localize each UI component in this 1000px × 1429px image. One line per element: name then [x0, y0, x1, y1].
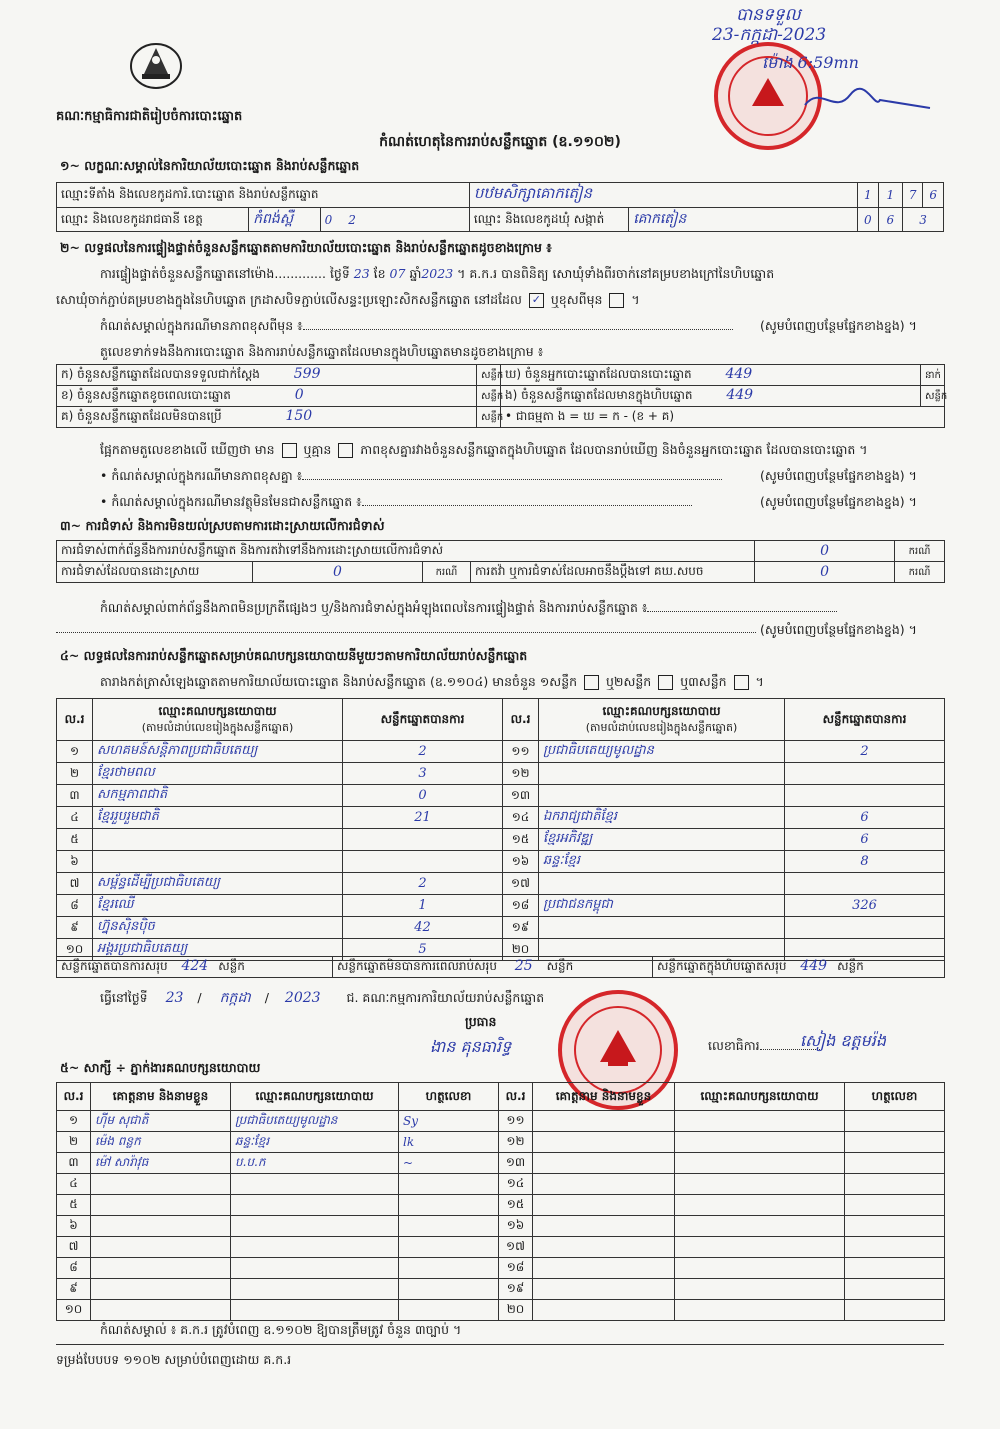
witness-row: [57, 1174, 945, 1195]
witness-no: ១៩: [499, 1279, 533, 1300]
vote-party: [539, 763, 785, 785]
commune-code-digit: 0: [858, 208, 878, 232]
signing-date-line: ធ្វើនៅថ្ងៃទី 23 / កក្កដា / 2023 ជ. គណៈកម្មការការិយាល័យរាប់សន្លឹកឆ្នោត: [100, 990, 545, 1006]
vote-no: ៤: [57, 807, 93, 829]
witness-name: [91, 1279, 231, 1300]
vote-count: 1: [343, 895, 503, 917]
votes-col-party-right: ឈ្មោះគណបក្សនយោបាយ (តាមលំដាប់លេខរៀងក្នុងសន្លឹកឆ្នោត): [539, 699, 785, 741]
witness-party: [231, 1258, 399, 1279]
witness-no: ១១: [499, 1111, 533, 1132]
witness-signature: [399, 1258, 499, 1279]
receipt-signature: [800, 80, 940, 120]
vote-no: ១៥: [503, 829, 539, 851]
irregularity-note: កំណត់សម្គាល់ពាក់ព័ន្ធនឹងភាពមិនប្រក្រតីផ្សេងៗ ឬ/និងការជំទាស់ក្នុងអំឡុងពេលនៃការផ្ទៀងផ្ទាត់ និងការរាប់សន្លឹកឆ្នោត ៖: [100, 600, 837, 619]
receipt-note: បានទទួល: [736, 5, 801, 25]
witness-party[interactable]: [675, 1279, 845, 1300]
diff-note-line: កំណត់សម្គាល់ក្នុងករណីមានភាពខុសពីមុន ៖: [100, 318, 733, 337]
votes-col-valid-right: សន្លឹកឆ្នោតបានការ: [785, 699, 945, 741]
vote-party: ហ្វ៊ុនស៊ិនប៉ិច: [93, 917, 343, 939]
witness-signature[interactable]: [845, 1237, 945, 1258]
section2-title: ២~ លទ្ធផលនៃការផ្ទៀងផ្ទាត់ចំនួនសន្លឹកឆ្នោតតាមការិយាល័យបោះឆ្នោត និងរាប់សន្លឹកឆ្នោតដូចខាងក្រោម ៖: [60, 240, 552, 255]
witness-col-name: គោត្តនាម និងនាមខ្លួន: [91, 1083, 231, 1111]
one-sheet-checkbox[interactable]: [584, 675, 599, 690]
witness-signature: [399, 1216, 499, 1237]
witness-signature: [399, 1279, 499, 1300]
witness-name: [91, 1174, 231, 1195]
complaints-table: [56, 540, 945, 583]
witness-party: ប.ប.ក: [231, 1153, 399, 1174]
votes-row: [57, 807, 945, 829]
three-sheet-checkbox[interactable]: [734, 675, 749, 690]
has-diff-checkbox[interactable]: [282, 443, 297, 458]
witness-no: ១៨: [499, 1258, 533, 1279]
witness-signature[interactable]: [845, 1300, 945, 1321]
verify-line-1: ការផ្ទៀងផ្ទាត់ចំនួនសន្លឹកឆ្នោតនៅម៉ោង............. ថ្ងៃទី 23 ខែ 07 ឆ្នាំ2023 ។ គ.ក.រ បានពិនិត្យ សោឃុំទាំងពីរចាក់នៅគម្របខាងក្រៅនៃហិបឆ្នោត: [100, 266, 775, 281]
verify-month: 07: [389, 266, 406, 281]
object-note: • កំណត់សម្គាល់ក្នុងករណីមានវត្ថុមិនមែនជាសន្លឹកឆ្នោត ៖: [100, 494, 692, 513]
witness-party[interactable]: [675, 1258, 845, 1279]
witness-name[interactable]: [533, 1132, 675, 1153]
vote-count: 326: [785, 895, 945, 917]
witness-no: ៧: [57, 1237, 91, 1258]
totals-table: [56, 956, 945, 978]
footnote: កំណត់សម្គាល់ ៖ គ.ក.រ ត្រូវបំពេញ ឧ.១១០២ ឱ្យបានត្រឹមត្រូវ ចំនួន ៣ច្បាប់ ។: [100, 1322, 462, 1337]
vote-count: [343, 829, 503, 851]
figure-e-unit: សន្លឹក: [921, 386, 945, 407]
figure-b-unit: សន្លឹក: [477, 386, 501, 407]
witness-party: [231, 1216, 399, 1237]
witness-signature: [399, 1195, 499, 1216]
total-invalid: សន្លឹកឆ្នោតមិនបានការពេលរាប់សរុប 25 សន្លឹក: [333, 957, 653, 978]
vote-no: ១២: [503, 763, 539, 785]
votes-row: [57, 873, 945, 895]
vote-party: ខ្មែរថាមពល: [93, 763, 343, 785]
witness-no: ៤: [57, 1174, 91, 1195]
vote-party: [539, 873, 785, 895]
vote-no: ១៤: [503, 807, 539, 829]
witness-row: [57, 1153, 945, 1174]
verify-year: 2023: [421, 266, 454, 281]
vote-count: 21: [343, 807, 503, 829]
witness-no: ២: [57, 1132, 91, 1153]
vote-party: [93, 851, 343, 873]
vote-party: ឆន្ទៈខ្មែរ: [539, 851, 785, 873]
vote-no: ១១: [503, 741, 539, 763]
votes-row: [57, 785, 945, 807]
vote-no: ១០: [57, 939, 93, 961]
witness-signature[interactable]: [845, 1111, 945, 1132]
votes-col-valid: សន្លឹកឆ្នោតបានការ: [343, 699, 503, 741]
witness-party[interactable]: [675, 1174, 845, 1195]
section5-title: ៥~ សាក្សី ÷ ភ្នាក់ងារគណបក្សនយោបាយ: [60, 1060, 261, 1075]
witness-party: [231, 1237, 399, 1258]
complaint-row1-unit: ករណី: [895, 541, 945, 562]
witness-no: ១៤: [499, 1174, 533, 1195]
ministry-emblem: [128, 38, 184, 90]
witness-col-sign-right: ហត្ថលេខា: [845, 1083, 945, 1111]
vote-party: ប្រជាធិបតេយ្យមូលដ្ឋាន: [539, 741, 785, 763]
votes-row: [57, 763, 945, 785]
witness-signature: ~: [399, 1153, 499, 1174]
vote-count: 42: [343, 917, 503, 939]
vote-party: ខ្មែរអភិវឌ្ឍ: [539, 829, 785, 851]
witness-party: [231, 1174, 399, 1195]
vote-no: ១៩: [503, 917, 539, 939]
complaint-row1-value: 0: [755, 541, 895, 562]
formula: • ជាធម្មតា ង = ឃ = ក - (ខ + គ): [501, 407, 945, 428]
verify-line-2: សោឃុំចាក់ភ្ជាប់គម្របខាងក្នុងនៃហិបឆ្នោត ក្រដាសបិទភ្ជាប់លើសន្ទះប្រឡោះសិកសន្លឹកឆ្នោត នៅដដែល ✓ ឬខុសពីមុន ។: [56, 292, 640, 307]
vote-count: 0: [343, 785, 503, 807]
province-label: ឈ្មោះ និងលេខកូដរាជធានី ខេត្ត: [57, 208, 249, 232]
witness-name: [91, 1195, 231, 1216]
witness-name: [91, 1216, 231, 1237]
witness-party: [231, 1279, 399, 1300]
witness-party[interactable]: [675, 1132, 845, 1153]
vote-no: ៣: [57, 785, 93, 807]
witness-name: ហ៊ីម សុជាតិ: [91, 1111, 231, 1132]
same-checkbox[interactable]: ✓: [529, 293, 544, 308]
vote-count: 2: [343, 741, 503, 763]
votes-row: [57, 917, 945, 939]
witness-row: [57, 1279, 945, 1300]
votes-col-no: ល.រ: [57, 699, 93, 741]
witness-row: [57, 1300, 945, 1321]
witness-signature[interactable]: [845, 1174, 945, 1195]
commune-code-digit: 3: [903, 208, 944, 232]
form-title: កំណត់ហេតុនៃការរាប់សន្លឹកឆ្នោត (ឧ.១១០២): [379, 134, 621, 150]
vote-party: ឯករាជ្យជាតិខ្មែរ: [539, 807, 785, 829]
vote-party: ខ្មែររួបរួមជាតិ: [93, 807, 343, 829]
witness-col-no-right: ល.រ: [499, 1083, 533, 1111]
vote-no: ៩: [57, 917, 93, 939]
vote-count: 6: [785, 829, 945, 851]
figure-b: ខ) ចំនួនសន្លឹកឆ្នោតខូចពេលបោះឆ្នោត 0: [57, 386, 477, 407]
witness-no: ១៦: [499, 1216, 533, 1237]
witness-signature: lk: [399, 1132, 499, 1153]
verify-day: 23: [353, 266, 370, 281]
vote-no: ៥: [57, 829, 93, 851]
witness-no: ៣: [57, 1153, 91, 1174]
witness-signature: Sy: [399, 1111, 499, 1132]
witness-name: [91, 1237, 231, 1258]
witness-name[interactable]: [533, 1237, 675, 1258]
witness-name[interactable]: [533, 1174, 675, 1195]
vote-count: [785, 763, 945, 785]
witness-no: ៦: [57, 1216, 91, 1237]
vote-no: ១: [57, 741, 93, 763]
witness-party[interactable]: [675, 1216, 845, 1237]
vote-no: ១៨: [503, 895, 539, 917]
sheet-count-line: តារាងកត់ត្រាសំឡេងឆ្នោតតាមការិយាល័យបោះឆ្នោត និងរាប់សន្លឹកឆ្នោត (ឧ.១១០៤) មានចំនួន ១សន្លឹក ឬ២សន្លឹក ឬ៣សន្លឹក ។: [100, 674, 764, 689]
vote-party: សហគមន៍សន្តិភាពប្រជាធិបតេយ្យ: [93, 741, 343, 763]
section3-title: ៣~ ការជំទាស់ និងការមិនយល់ស្របតាមការដោះស្រាយលើការជំទាស់: [60, 518, 385, 533]
witness-no: ១៣: [499, 1153, 533, 1174]
witness-signature[interactable]: [845, 1132, 945, 1153]
chair-signature: ងាន គុនធារិទ្ធ: [430, 1037, 512, 1056]
witness-col-party-right: ឈ្មោះគណបក្សនយោបាយ: [675, 1083, 845, 1111]
commune-label: ឈ្មោះ និងលេខកូដឃុំ សង្កាត់: [469, 208, 628, 232]
vote-no: ១៣: [503, 785, 539, 807]
no-diff-checkbox[interactable]: [338, 443, 353, 458]
witness-signature[interactable]: [845, 1195, 945, 1216]
vote-party: [539, 917, 785, 939]
witness-no: ១២: [499, 1132, 533, 1153]
votes-row: [57, 741, 945, 763]
vote-count: 3: [343, 763, 503, 785]
witness-name[interactable]: [533, 1216, 675, 1237]
witness-row: [57, 1216, 945, 1237]
witness-signature[interactable]: [845, 1153, 945, 1174]
vote-count: 5: [343, 939, 503, 961]
witness-name[interactable]: [533, 1195, 675, 1216]
witness-name[interactable]: [533, 1153, 675, 1174]
station-code-digit: 7: [903, 183, 923, 208]
witness-no: ១: [57, 1111, 91, 1132]
vote-no: ១៦: [503, 851, 539, 873]
witness-col-no: ល.រ: [57, 1083, 91, 1111]
appeal-label: ការតវ៉ា ឬការជំទាស់ដែលអាចនឹងប្ដឹងទៅ គឃ.សបច: [471, 562, 755, 583]
province-code: 0 2: [320, 208, 469, 232]
section1-title: ១~ លក្ខណៈសម្គាល់នៃការិយាល័យបោះឆ្នោត និងរាប់សន្លឹកឆ្នោត: [60, 158, 360, 173]
footer-divider: [56, 1344, 944, 1345]
ballot-figures-table: [56, 364, 948, 428]
figure-d: ឃ) ចំនួនអ្នកបោះឆ្នោតដែលបានបោះឆ្នោត 449: [501, 365, 921, 386]
votes-row: [57, 829, 945, 851]
figure-a: ក) ចំនួនសន្លឹកឆ្នោតដែលបានទទួលជាក់ស្ដែង 599: [57, 365, 477, 386]
witness-party[interactable]: [675, 1153, 845, 1174]
irregularity-dots: [56, 632, 756, 633]
diff-note-fill: (សូមបំពេញបន្ថែមផ្នែកខាងខ្នង) ។: [760, 318, 917, 333]
diff-note-2-fill: (សូមបំពេញបន្ថែមផ្នែកខាងខ្នង) ។: [760, 468, 917, 483]
vote-count: [785, 873, 945, 895]
witness-no: ១០: [57, 1300, 91, 1321]
station-code-digit: 1: [858, 183, 878, 208]
witness-party: [231, 1300, 399, 1321]
witness-name[interactable]: [533, 1258, 675, 1279]
diff-note-2: • កំណត់សម្គាល់ក្នុងករណីមានភាពខុសគ្នា ៖: [100, 468, 722, 487]
witness-name: [91, 1258, 231, 1279]
witness-no: ១៥: [499, 1195, 533, 1216]
figure-e: ង) ចំនួនសន្លឹកឆ្នោតដែលមានក្នុងហិបឆ្នោត 449: [501, 386, 921, 407]
vote-no: ៦: [57, 851, 93, 873]
appeal-value: 0: [755, 562, 895, 583]
total-valid: សន្លឹកឆ្នោតបានការសរុប 424 សន្លឹក: [57, 957, 333, 978]
figure-c: គ) ចំនួនសន្លឹកឆ្នោតដែលមិនបានប្រើ 150: [57, 407, 477, 428]
votes-col-party: ឈ្មោះគណបក្សនយោបាយ (តាមលំដាប់លេខរៀងក្នុងសន្លឹកឆ្នោត): [93, 699, 343, 741]
station-info-table: [56, 182, 944, 232]
total-in-box: សន្លឹកឆ្នោតក្នុងហិបឆ្នោតសរុប 449 សន្លឹក: [653, 957, 945, 978]
receipt-time: ម៉ោង 6:59mn: [762, 53, 859, 72]
vote-count: [343, 851, 503, 873]
votes-row: [57, 851, 945, 873]
votes-row: [57, 895, 945, 917]
witness-party: [231, 1195, 399, 1216]
receipt-date: 23-កក្កដា-2023: [712, 25, 827, 45]
complaint-row1-label: ការជំទាស់ពាក់ព័ន្ធនឹងការរាប់សន្លឹកឆ្នោត និងការតវ៉ាទៅនឹងការដោះស្រាយលើការជំទាស់: [57, 541, 755, 562]
form-note: ទម្រង់បែបបទ ១១០២ សម្រាប់បំពេញដោយ គ.ក.រ: [56, 1352, 292, 1367]
compare-line: ផ្អែកតាមតួលេខខាងលើ ឃើញថា មាន ឬគ្មាន ភាពខុសគ្នារវាងចំនួនសន្លឹកឆ្នោតក្នុងហិបឆ្នោត ដែលបានរាប់ឃើញ និងចំនួនអ្នកបោះឆ្នោត ដែលបានបោះឆ្នោត ។: [100, 442, 868, 457]
station-name-label: ឈ្មោះទីតាំង និងលេខកូដការិ.បោះឆ្នោត និងរាប់សន្លឹកឆ្នោត: [57, 183, 470, 208]
vote-no: ២០: [503, 939, 539, 961]
org-name: គណៈកម្មាធិការជាតិរៀបចំការបោះឆ្នោត: [56, 109, 243, 124]
witness-name: [91, 1300, 231, 1321]
vote-no: ៧: [57, 873, 93, 895]
witness-name: ម៉ៅ សារ៉ាវុធ: [91, 1153, 231, 1174]
witness-party[interactable]: [675, 1237, 845, 1258]
appeal-unit: ករណី: [895, 562, 945, 583]
votes-table: [56, 698, 945, 961]
vote-count: [785, 917, 945, 939]
province-value: កំពង់ស្ពឺ: [249, 208, 321, 232]
vote-party: សម្ព័ន្ធដើម្បីប្រជាធិបតេយ្យ: [93, 873, 343, 895]
commune-code-digit: 6: [878, 208, 903, 232]
vote-no: ២: [57, 763, 93, 785]
witness-no: ៩: [57, 1279, 91, 1300]
witness-signature[interactable]: [845, 1216, 945, 1237]
figures-intro: តួលេខទាក់ទងនឹងការបោះឆ្នោត និងការរាប់សន្លឹកឆ្នោតដែលមានក្នុងហិបឆ្នោតមានដូចខាងក្រោម ៖: [100, 344, 544, 359]
vote-no: ៨: [57, 895, 93, 917]
witness-party[interactable]: [675, 1300, 845, 1321]
witness-name[interactable]: [533, 1300, 675, 1321]
vote-count: [785, 785, 945, 807]
witness-row: [57, 1111, 945, 1132]
vote-party: [93, 829, 343, 851]
witness-name[interactable]: [533, 1111, 675, 1132]
witness-party[interactable]: [675, 1111, 845, 1132]
vote-party: [539, 785, 785, 807]
two-sheet-checkbox[interactable]: [658, 675, 673, 690]
vote-count: 2: [343, 873, 503, 895]
witness-col-party: ឈ្មោះគណបក្សនយោបាយ: [231, 1083, 399, 1111]
witness-party[interactable]: [675, 1195, 845, 1216]
vote-party: សកម្មភាពជាតិ: [93, 785, 343, 807]
witness-col-sign: ហត្ថលេខា: [399, 1083, 499, 1111]
votes-col-no-right: ល.រ: [503, 699, 539, 741]
witness-name[interactable]: [533, 1279, 675, 1300]
witness-party: ឆន្ទៈខ្មែរ: [231, 1132, 399, 1153]
object-note-fill: (សូមបំពេញបន្ថែមផ្នែកខាងខ្នង) ។: [760, 494, 917, 509]
commune-value: គោកតៀន: [629, 208, 858, 232]
figure-c-unit: សន្លឹក: [477, 407, 501, 428]
witness-row: [57, 1195, 945, 1216]
figure-a-unit: សន្លឹក: [477, 365, 501, 386]
vote-no: ១៧: [503, 873, 539, 895]
vote-count: 2: [785, 741, 945, 763]
witness-signature: [399, 1237, 499, 1258]
witness-no: ១៧: [499, 1237, 533, 1258]
witness-signature: [399, 1300, 499, 1321]
vote-party: ខ្មែរឈើ: [93, 895, 343, 917]
witness-row: [57, 1237, 945, 1258]
witness-no: ៨: [57, 1258, 91, 1279]
witness-signature[interactable]: [845, 1279, 945, 1300]
station-name-value: បឋមសិក្សាគោកតៀន: [469, 183, 857, 208]
witness-col-name-right: គោត្តនាម និងនាមខ្លួន: [533, 1083, 675, 1111]
witness-row: [57, 1132, 945, 1153]
witness-party: ប្រជាធិបតេយ្យមូលដ្ឋាន: [231, 1111, 399, 1132]
witness-table: [56, 1082, 945, 1321]
witness-row: [57, 1258, 945, 1279]
different-checkbox[interactable]: [609, 293, 624, 308]
vote-count: 6: [785, 807, 945, 829]
chair-label: ប្រធាន: [465, 1014, 497, 1029]
complaint-row2-label: ការជំទាស់ដែលបានដោះស្រាយ: [57, 562, 253, 583]
vote-party: ប្រជាជនកម្ពុជា: [539, 895, 785, 917]
figure-d-unit: នាក់: [921, 365, 945, 386]
station-code-digit: 1: [878, 183, 903, 208]
irregularity-fill: (សូមបំពេញបន្ថែមផ្នែកខាងខ្នង) ។: [760, 622, 917, 637]
vote-party: អង្គរប្រជាធិបតេយ្យ: [93, 939, 343, 961]
complaint-row2-value: 0: [253, 562, 423, 583]
complaint-row2-unit: ករណី: [423, 562, 471, 583]
section4-title: ៤~ លទ្ធផលនៃការរាប់សន្លឹកឆ្នោតសម្រាប់គណបក្សនយោបាយនីមួយៗតាមការិយាល័យរាប់សន្លឹកឆ្នោត: [60, 648, 528, 663]
witness-no: ២០: [499, 1300, 533, 1321]
secretary-signature: សៀង ឧត្ដមរ៉ង: [800, 1031, 887, 1050]
witness-no: ៥: [57, 1195, 91, 1216]
witness-signature[interactable]: [845, 1258, 945, 1279]
witness-name: ម៉េង ពន្លក: [91, 1132, 231, 1153]
station-code-digit: 6: [923, 183, 944, 208]
witness-signature: [399, 1174, 499, 1195]
vote-count: 8: [785, 851, 945, 873]
secretary-label: លេខាធិការ: [708, 1038, 820, 1057]
